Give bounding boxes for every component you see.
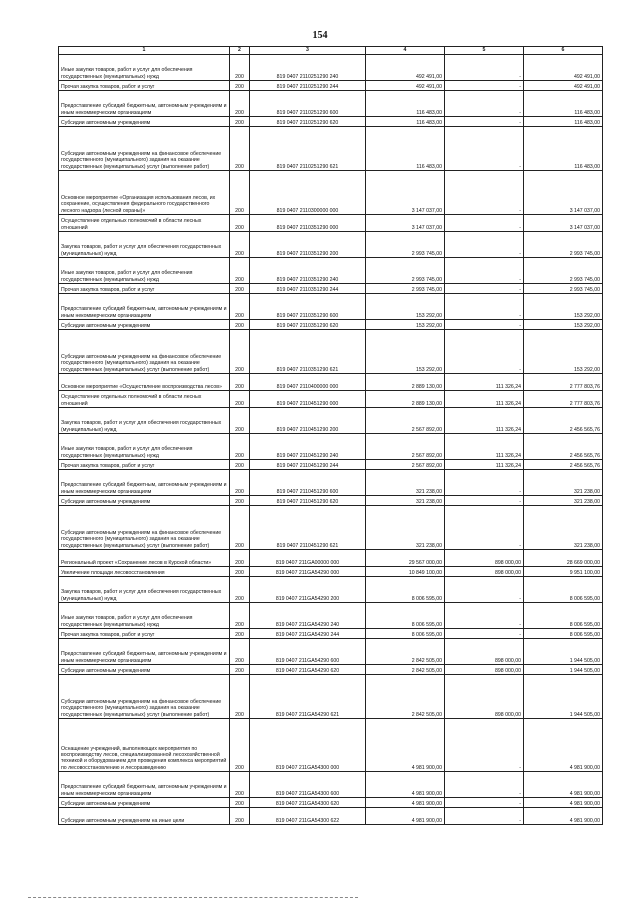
row-amount-col4-cell: 116 483,00 xyxy=(366,91,445,117)
row-amount-col6-cell: 2 777 803,76 xyxy=(524,374,603,391)
table-row xyxy=(59,117,603,127)
row-code-cell: 200 xyxy=(230,808,250,825)
row-amount-col6-cell: 153 292,00 xyxy=(524,294,603,320)
row-amount-col5-cell: - xyxy=(445,798,524,808)
table-row xyxy=(59,567,603,577)
row-code-cell: 200 xyxy=(230,81,250,91)
row-amount-col6-cell: 492 491,00 xyxy=(524,55,603,81)
row-amount-col6-cell: 4 981 900,00 xyxy=(524,772,603,798)
row-name-cell: Предоставление субсидий бюджетным, автономным учреждениям и иным некоммерческим организациям xyxy=(59,91,230,117)
row-amount-col4-cell: 3 147 037,00 xyxy=(366,171,445,215)
row-name-cell: Иные закупки товаров, работ и услуг для обеспечения государственных (муниципальных) нужд xyxy=(59,55,230,81)
row-name-cell: Субсидии автономным учреждениям на финансовое обеспечение государственного (муниципального) задания на оказание государственных (муниципальных) услуг (выполнение работ) xyxy=(59,127,230,171)
table-row xyxy=(59,798,603,808)
row-amount-col6-cell: 492 491,00 xyxy=(524,81,603,91)
header-col-5: 5 xyxy=(445,47,524,55)
header-col-3: 3 xyxy=(250,47,366,55)
row-amount-col4-cell: 4 981 900,00 xyxy=(366,808,445,825)
table-row xyxy=(59,374,603,391)
table-row xyxy=(59,470,603,496)
row-amount-col4-cell: 2 567 892,00 xyxy=(366,408,445,434)
row-name-cell: Основное мероприятие «Организация использования лесов, их сохранение, осуществления федерального государственного лесного надзора (лесной охраны)» xyxy=(59,171,230,215)
row-amount-col5-cell: - xyxy=(445,215,524,232)
row-code-cell: 200 xyxy=(230,374,250,391)
table-row xyxy=(59,719,603,772)
row-amount-col5-cell: - xyxy=(445,81,524,91)
row-amount-col6-cell: 4 981 900,00 xyxy=(524,719,603,772)
row-code-cell: 200 xyxy=(230,330,250,374)
row-amount-col6-cell: 1 944 505,00 xyxy=(524,675,603,719)
row-amount-col4-cell: 2 993 745,00 xyxy=(366,258,445,284)
row-amount-col5-cell: - xyxy=(445,330,524,374)
table-row xyxy=(59,215,603,232)
row-name-cell: Осуществление отдельных полномочий в области лесных отношений xyxy=(59,391,230,408)
row-amount-col4-cell: 29 567 000,00 xyxy=(366,550,445,567)
table-row xyxy=(59,320,603,330)
row-amount-col4-cell: 2 993 745,00 xyxy=(366,232,445,258)
row-name-cell: Иные закупки товаров, работ и услуг для обеспечения государственных (муниципальных) нужд xyxy=(59,434,230,460)
row-code-cell: 200 xyxy=(230,232,250,258)
row-code-cell: 200 xyxy=(230,675,250,719)
row-code-cell: 200 xyxy=(230,284,250,294)
row-name-cell: Субсидии автономным учреждениям на иные цели xyxy=(59,808,230,825)
row-code-cell: 200 xyxy=(230,117,250,127)
row-amount-col6-cell: 321 238,00 xyxy=(524,506,603,550)
row-amount-col6-cell: 2 456 565,76 xyxy=(524,408,603,434)
row-amount-col4-cell: 4 981 900,00 xyxy=(366,798,445,808)
row-amount-col6-cell: 321 238,00 xyxy=(524,470,603,496)
row-amount-col5-cell: 898 000,00 xyxy=(445,675,524,719)
row-code-cell: 200 xyxy=(230,798,250,808)
row-amount-col6-cell: 1 944 505,00 xyxy=(524,665,603,675)
budget-table xyxy=(58,46,603,825)
row-code-cell: 200 xyxy=(230,496,250,506)
table-row xyxy=(59,434,603,460)
row-classification-cell: 819 0407 211GA54290 240 xyxy=(250,603,366,629)
row-name-cell: Субсидии автономным учреждениям xyxy=(59,117,230,127)
row-amount-col5-cell: - xyxy=(445,496,524,506)
row-name-cell: Прочая закупка товаров, работ и услуг xyxy=(59,81,230,91)
header-row xyxy=(59,47,603,55)
row-name-cell: Закупка товаров, работ и услуг для обеспечения государственных (муниципальных) нужд xyxy=(59,232,230,258)
row-classification-cell: 819 0407 2110251290 621 xyxy=(250,127,366,171)
row-code-cell: 200 xyxy=(230,719,250,772)
table-row xyxy=(59,232,603,258)
row-classification-cell: 819 0407 2110300000 000 xyxy=(250,171,366,215)
row-amount-col6-cell: 2 993 745,00 xyxy=(524,284,603,294)
row-amount-col5-cell: - xyxy=(445,284,524,294)
row-amount-col5-cell: - xyxy=(445,506,524,550)
row-amount-col4-cell: 8 006 595,00 xyxy=(366,629,445,639)
row-amount-col4-cell: 4 981 900,00 xyxy=(366,719,445,772)
header-col-1: 1 xyxy=(59,47,230,55)
row-amount-col6-cell: 1 944 505,00 xyxy=(524,639,603,665)
row-code-cell: 200 xyxy=(230,408,250,434)
row-amount-col6-cell: 116 483,00 xyxy=(524,117,603,127)
table-row xyxy=(59,127,603,171)
row-name-cell: Иные закупки товаров, работ и услуг для обеспечения государственных (муниципальных) нужд xyxy=(59,258,230,284)
row-amount-col6-cell: 2 777 803,76 xyxy=(524,391,603,408)
row-amount-col5-cell: 898 000,00 xyxy=(445,550,524,567)
row-name-cell: Предоставление субсидий бюджетным, автономным учреждениям и иным некоммерческим организациям xyxy=(59,639,230,665)
row-name-cell: Основное мероприятие «Осуществление воспроизводства лесов» xyxy=(59,374,230,391)
row-amount-col5-cell: 898 000,00 xyxy=(445,567,524,577)
row-classification-cell: 819 0407 2110400000 000 xyxy=(250,374,366,391)
table-row xyxy=(59,171,603,215)
table-row xyxy=(59,808,603,825)
row-amount-col5-cell: - xyxy=(445,320,524,330)
row-amount-col5-cell: - xyxy=(445,117,524,127)
row-name-cell: Субсидии автономным учреждениям xyxy=(59,798,230,808)
row-amount-col4-cell: 4 981 900,00 xyxy=(366,772,445,798)
row-classification-cell: 819 0407 211GA54300 622 xyxy=(250,808,366,825)
row-amount-col4-cell: 116 483,00 xyxy=(366,117,445,127)
row-amount-col4-cell: 8 006 595,00 xyxy=(366,603,445,629)
row-name-cell: Предоставление субсидий бюджетным, автономным учреждениям и иным некоммерческим организациям xyxy=(59,772,230,798)
table-row xyxy=(59,629,603,639)
row-amount-col4-cell: 492 491,00 xyxy=(366,55,445,81)
row-code-cell: 200 xyxy=(230,470,250,496)
header-col-6: 6 xyxy=(524,47,603,55)
row-name-cell: Осуществление отдельных полномочий в области лесных отношений xyxy=(59,215,230,232)
header-col-2: 2 xyxy=(230,47,250,55)
row-amount-col4-cell: 2 889 130,00 xyxy=(366,391,445,408)
row-amount-col6-cell: 3 147 037,00 xyxy=(524,215,603,232)
row-name-cell: Прочая закупка товаров, работ и услуг xyxy=(59,460,230,470)
row-name-cell: Субсидии автономным учреждениям xyxy=(59,320,230,330)
row-classification-cell: 819 0407 2110351290 621 xyxy=(250,330,366,374)
table-row xyxy=(59,460,603,470)
row-amount-col5-cell: - xyxy=(445,470,524,496)
row-name-cell: Предоставление субсидий бюджетным, автономным учреждениям и иным некоммерческим организациям xyxy=(59,470,230,496)
row-amount-col4-cell: 8 006 595,00 xyxy=(366,577,445,603)
row-amount-col6-cell: 2 456 565,76 xyxy=(524,434,603,460)
row-code-cell: 200 xyxy=(230,460,250,470)
row-classification-cell: 819 0407 2110451290 620 xyxy=(250,496,366,506)
table-row xyxy=(59,391,603,408)
table-row xyxy=(59,550,603,567)
row-amount-col5-cell: - xyxy=(445,55,524,81)
row-amount-col5-cell: 111 326,24 xyxy=(445,434,524,460)
row-amount-col6-cell: 8 006 595,00 xyxy=(524,577,603,603)
row-name-cell: Увеличение площади лесовосстановления xyxy=(59,567,230,577)
row-classification-cell: 819 0407 2110451290 621 xyxy=(250,506,366,550)
row-classification-cell: 819 0407 2110451290 600 xyxy=(250,470,366,496)
row-amount-col5-cell: 898 000,00 xyxy=(445,665,524,675)
row-code-cell: 200 xyxy=(230,55,250,81)
row-code-cell: 200 xyxy=(230,127,250,171)
row-amount-col5-cell: - xyxy=(445,91,524,117)
row-classification-cell: 819 0407 211GA54290 600 xyxy=(250,639,366,665)
table-row xyxy=(59,91,603,117)
row-amount-col5-cell: - xyxy=(445,171,524,215)
row-name-cell: Субсидии автономным учреждениям xyxy=(59,665,230,675)
row-amount-col5-cell: 111 326,24 xyxy=(445,391,524,408)
row-classification-cell: 819 0407 2110351290 244 xyxy=(250,284,366,294)
row-amount-col6-cell: 2 456 565,76 xyxy=(524,460,603,470)
row-code-cell: 200 xyxy=(230,434,250,460)
row-amount-col5-cell: - xyxy=(445,232,524,258)
row-amount-col4-cell: 153 292,00 xyxy=(366,330,445,374)
row-amount-col4-cell: 2 567 892,00 xyxy=(366,460,445,470)
row-classification-cell: 819 0407 211GA54290 200 xyxy=(250,577,366,603)
row-classification-cell: 819 0407 2110451290 000 xyxy=(250,391,366,408)
row-amount-col4-cell: 321 238,00 xyxy=(366,470,445,496)
row-classification-cell: 819 0407 211GA54300 620 xyxy=(250,798,366,808)
row-code-cell: 200 xyxy=(230,320,250,330)
row-classification-cell: 819 0407 2110351290 600 xyxy=(250,294,366,320)
row-classification-cell: 819 0407 211GA54300 600 xyxy=(250,772,366,798)
row-amount-col5-cell: - xyxy=(445,808,524,825)
row-amount-col4-cell: 2 889 130,00 xyxy=(366,374,445,391)
row-amount-col4-cell: 10 849 100,00 xyxy=(366,567,445,577)
row-code-cell: 200 xyxy=(230,506,250,550)
row-amount-col6-cell: 9 951 100,00 xyxy=(524,567,603,577)
row-amount-col4-cell: 2 567 892,00 xyxy=(366,434,445,460)
table-row xyxy=(59,408,603,434)
row-classification-cell: 819 0407 211GA54290 000 xyxy=(250,567,366,577)
table-row xyxy=(59,603,603,629)
row-classification-cell: 819 0407 2110351290 000 xyxy=(250,215,366,232)
table-row xyxy=(59,675,603,719)
row-amount-col4-cell: 116 483,00 xyxy=(366,127,445,171)
row-name-cell: Иные закупки товаров, работ и услуг для обеспечения государственных (муниципальных) нужд xyxy=(59,603,230,629)
row-classification-cell: 819 0407 211GA54300 000 xyxy=(250,719,366,772)
row-code-cell: 200 xyxy=(230,577,250,603)
row-amount-col5-cell: 898 000,00 xyxy=(445,639,524,665)
row-name-cell: Оснащение учреждений, выполняющих мероприятия по воспроизводству лесов, специализированной лесохозяйственной техникой и оборудованием для проведения комплекса мероприятий по лесовосстановлению и лесоразведению xyxy=(59,719,230,772)
row-amount-col6-cell: 8 006 595,00 xyxy=(524,629,603,639)
row-amount-col5-cell: - xyxy=(445,127,524,171)
row-amount-col4-cell: 3 147 037,00 xyxy=(366,215,445,232)
row-amount-col6-cell: 3 147 037,00 xyxy=(524,171,603,215)
table-row xyxy=(59,55,603,81)
row-amount-col4-cell: 2 842 505,00 xyxy=(366,675,445,719)
table-row xyxy=(59,639,603,665)
row-amount-col4-cell: 2 842 505,00 xyxy=(366,639,445,665)
row-amount-col4-cell: 2 993 745,00 xyxy=(366,284,445,294)
table-row xyxy=(59,665,603,675)
row-amount-col4-cell: 153 292,00 xyxy=(366,294,445,320)
table-row xyxy=(59,294,603,320)
row-classification-cell: 819 0407 2110251290 600 xyxy=(250,91,366,117)
row-classification-cell: 819 0407 2110351290 240 xyxy=(250,258,366,284)
row-code-cell: 200 xyxy=(230,665,250,675)
row-code-cell: 200 xyxy=(230,550,250,567)
row-amount-col6-cell: 153 292,00 xyxy=(524,320,603,330)
row-amount-col6-cell: 4 981 900,00 xyxy=(524,808,603,825)
row-name-cell: Субсидии автономным учреждениям на финансовое обеспечение государственного (муниципального) задания на оказание государственных (муниципальных) услуг (выполнение работ) xyxy=(59,675,230,719)
row-code-cell: 200 xyxy=(230,603,250,629)
row-amount-col5-cell: 111 326,24 xyxy=(445,460,524,470)
table-row xyxy=(59,258,603,284)
row-classification-cell: 819 0407 2110351290 620 xyxy=(250,320,366,330)
scan-artifact-line xyxy=(28,897,358,898)
row-amount-col5-cell: 111 326,24 xyxy=(445,374,524,391)
row-code-cell: 200 xyxy=(230,215,250,232)
row-code-cell: 200 xyxy=(230,639,250,665)
row-amount-col5-cell: - xyxy=(445,577,524,603)
row-amount-col4-cell: 153 292,00 xyxy=(366,320,445,330)
row-classification-cell: 819 0407 2110451290 200 xyxy=(250,408,366,434)
row-code-cell: 200 xyxy=(230,294,250,320)
row-amount-col6-cell: 116 483,00 xyxy=(524,91,603,117)
row-classification-cell: 819 0407 2110451290 244 xyxy=(250,460,366,470)
row-amount-col5-cell: - xyxy=(445,258,524,284)
row-code-cell: 200 xyxy=(230,91,250,117)
table-row xyxy=(59,577,603,603)
row-classification-cell: 819 0407 2110251290 620 xyxy=(250,117,366,127)
row-amount-col6-cell: 2 993 745,00 xyxy=(524,258,603,284)
row-amount-col5-cell: - xyxy=(445,719,524,772)
row-classification-cell: 819 0407 2110351290 200 xyxy=(250,232,366,258)
row-name-cell: Субсидии автономным учреждениям на финансовое обеспечение государственного (муниципального) задания на оказание государственных (муниципальных) услуг (выполнение работ) xyxy=(59,506,230,550)
row-classification-cell: 819 0407 211GA54290 244 xyxy=(250,629,366,639)
row-amount-col5-cell: 111 326,24 xyxy=(445,408,524,434)
row-code-cell: 200 xyxy=(230,772,250,798)
row-amount-col6-cell: 321 238,00 xyxy=(524,496,603,506)
row-name-cell: Субсидии автономным учреждениям xyxy=(59,496,230,506)
row-amount-col6-cell: 153 292,00 xyxy=(524,330,603,374)
table-row xyxy=(59,772,603,798)
row-name-cell: Закупка товаров, работ и услуг для обеспечения государственных (муниципальных) нужд xyxy=(59,408,230,434)
table-row xyxy=(59,496,603,506)
row-name-cell: Прочая закупка товаров, работ и услуг xyxy=(59,284,230,294)
row-amount-col4-cell: 321 238,00 xyxy=(366,496,445,506)
row-classification-cell: 819 0407 2110451290 240 xyxy=(250,434,366,460)
row-classification-cell: 819 0407 211GA00000 000 xyxy=(250,550,366,567)
row-name-cell: Региональный проект «Сохранение лесов в Курской области» xyxy=(59,550,230,567)
row-name-cell: Закупка товаров, работ и услуг для обеспечения государственных (муниципальных) нужд xyxy=(59,577,230,603)
row-name-cell: Предоставление субсидий бюджетным, автономным учреждениям и иным некоммерческим организациям xyxy=(59,294,230,320)
row-amount-col6-cell: 4 981 900,00 xyxy=(524,798,603,808)
row-amount-col4-cell: 492 491,00 xyxy=(366,81,445,91)
table-row xyxy=(59,284,603,294)
row-amount-col5-cell: - xyxy=(445,603,524,629)
table-row xyxy=(59,81,603,91)
row-amount-col5-cell: - xyxy=(445,629,524,639)
row-classification-cell: 819 0407 211GA54290 620 xyxy=(250,665,366,675)
page-number: 154 xyxy=(312,30,328,41)
row-code-cell: 200 xyxy=(230,258,250,284)
row-code-cell: 200 xyxy=(230,629,250,639)
row-name-cell: Субсидии автономным учреждениям на финансовое обеспечение государственного (муниципального) задания на оказание государственных (муниципальных) услуг (выполнение работ) xyxy=(59,330,230,374)
row-classification-cell: 819 0407 2110251290 240 xyxy=(250,55,366,81)
row-amount-col5-cell: - xyxy=(445,294,524,320)
row-amount-col4-cell: 2 842 505,00 xyxy=(366,665,445,675)
row-classification-cell: 819 0407 211GA54290 621 xyxy=(250,675,366,719)
table-row xyxy=(59,506,603,550)
row-code-cell: 200 xyxy=(230,171,250,215)
row-classification-cell: 819 0407 2110251290 244 xyxy=(250,81,366,91)
row-amount-col6-cell: 2 993 745,00 xyxy=(524,232,603,258)
row-amount-col6-cell: 28 669 000,00 xyxy=(524,550,603,567)
row-amount-col6-cell: 116 483,00 xyxy=(524,127,603,171)
row-code-cell: 200 xyxy=(230,567,250,577)
row-amount-col5-cell: - xyxy=(445,772,524,798)
table-row xyxy=(59,330,603,374)
header-col-4: 4 xyxy=(366,47,445,55)
row-name-cell: Прочая закупка товаров, работ и услуг xyxy=(59,629,230,639)
row-amount-col4-cell: 321 238,00 xyxy=(366,506,445,550)
row-amount-col6-cell: 8 006 595,00 xyxy=(524,603,603,629)
row-code-cell: 200 xyxy=(230,391,250,408)
